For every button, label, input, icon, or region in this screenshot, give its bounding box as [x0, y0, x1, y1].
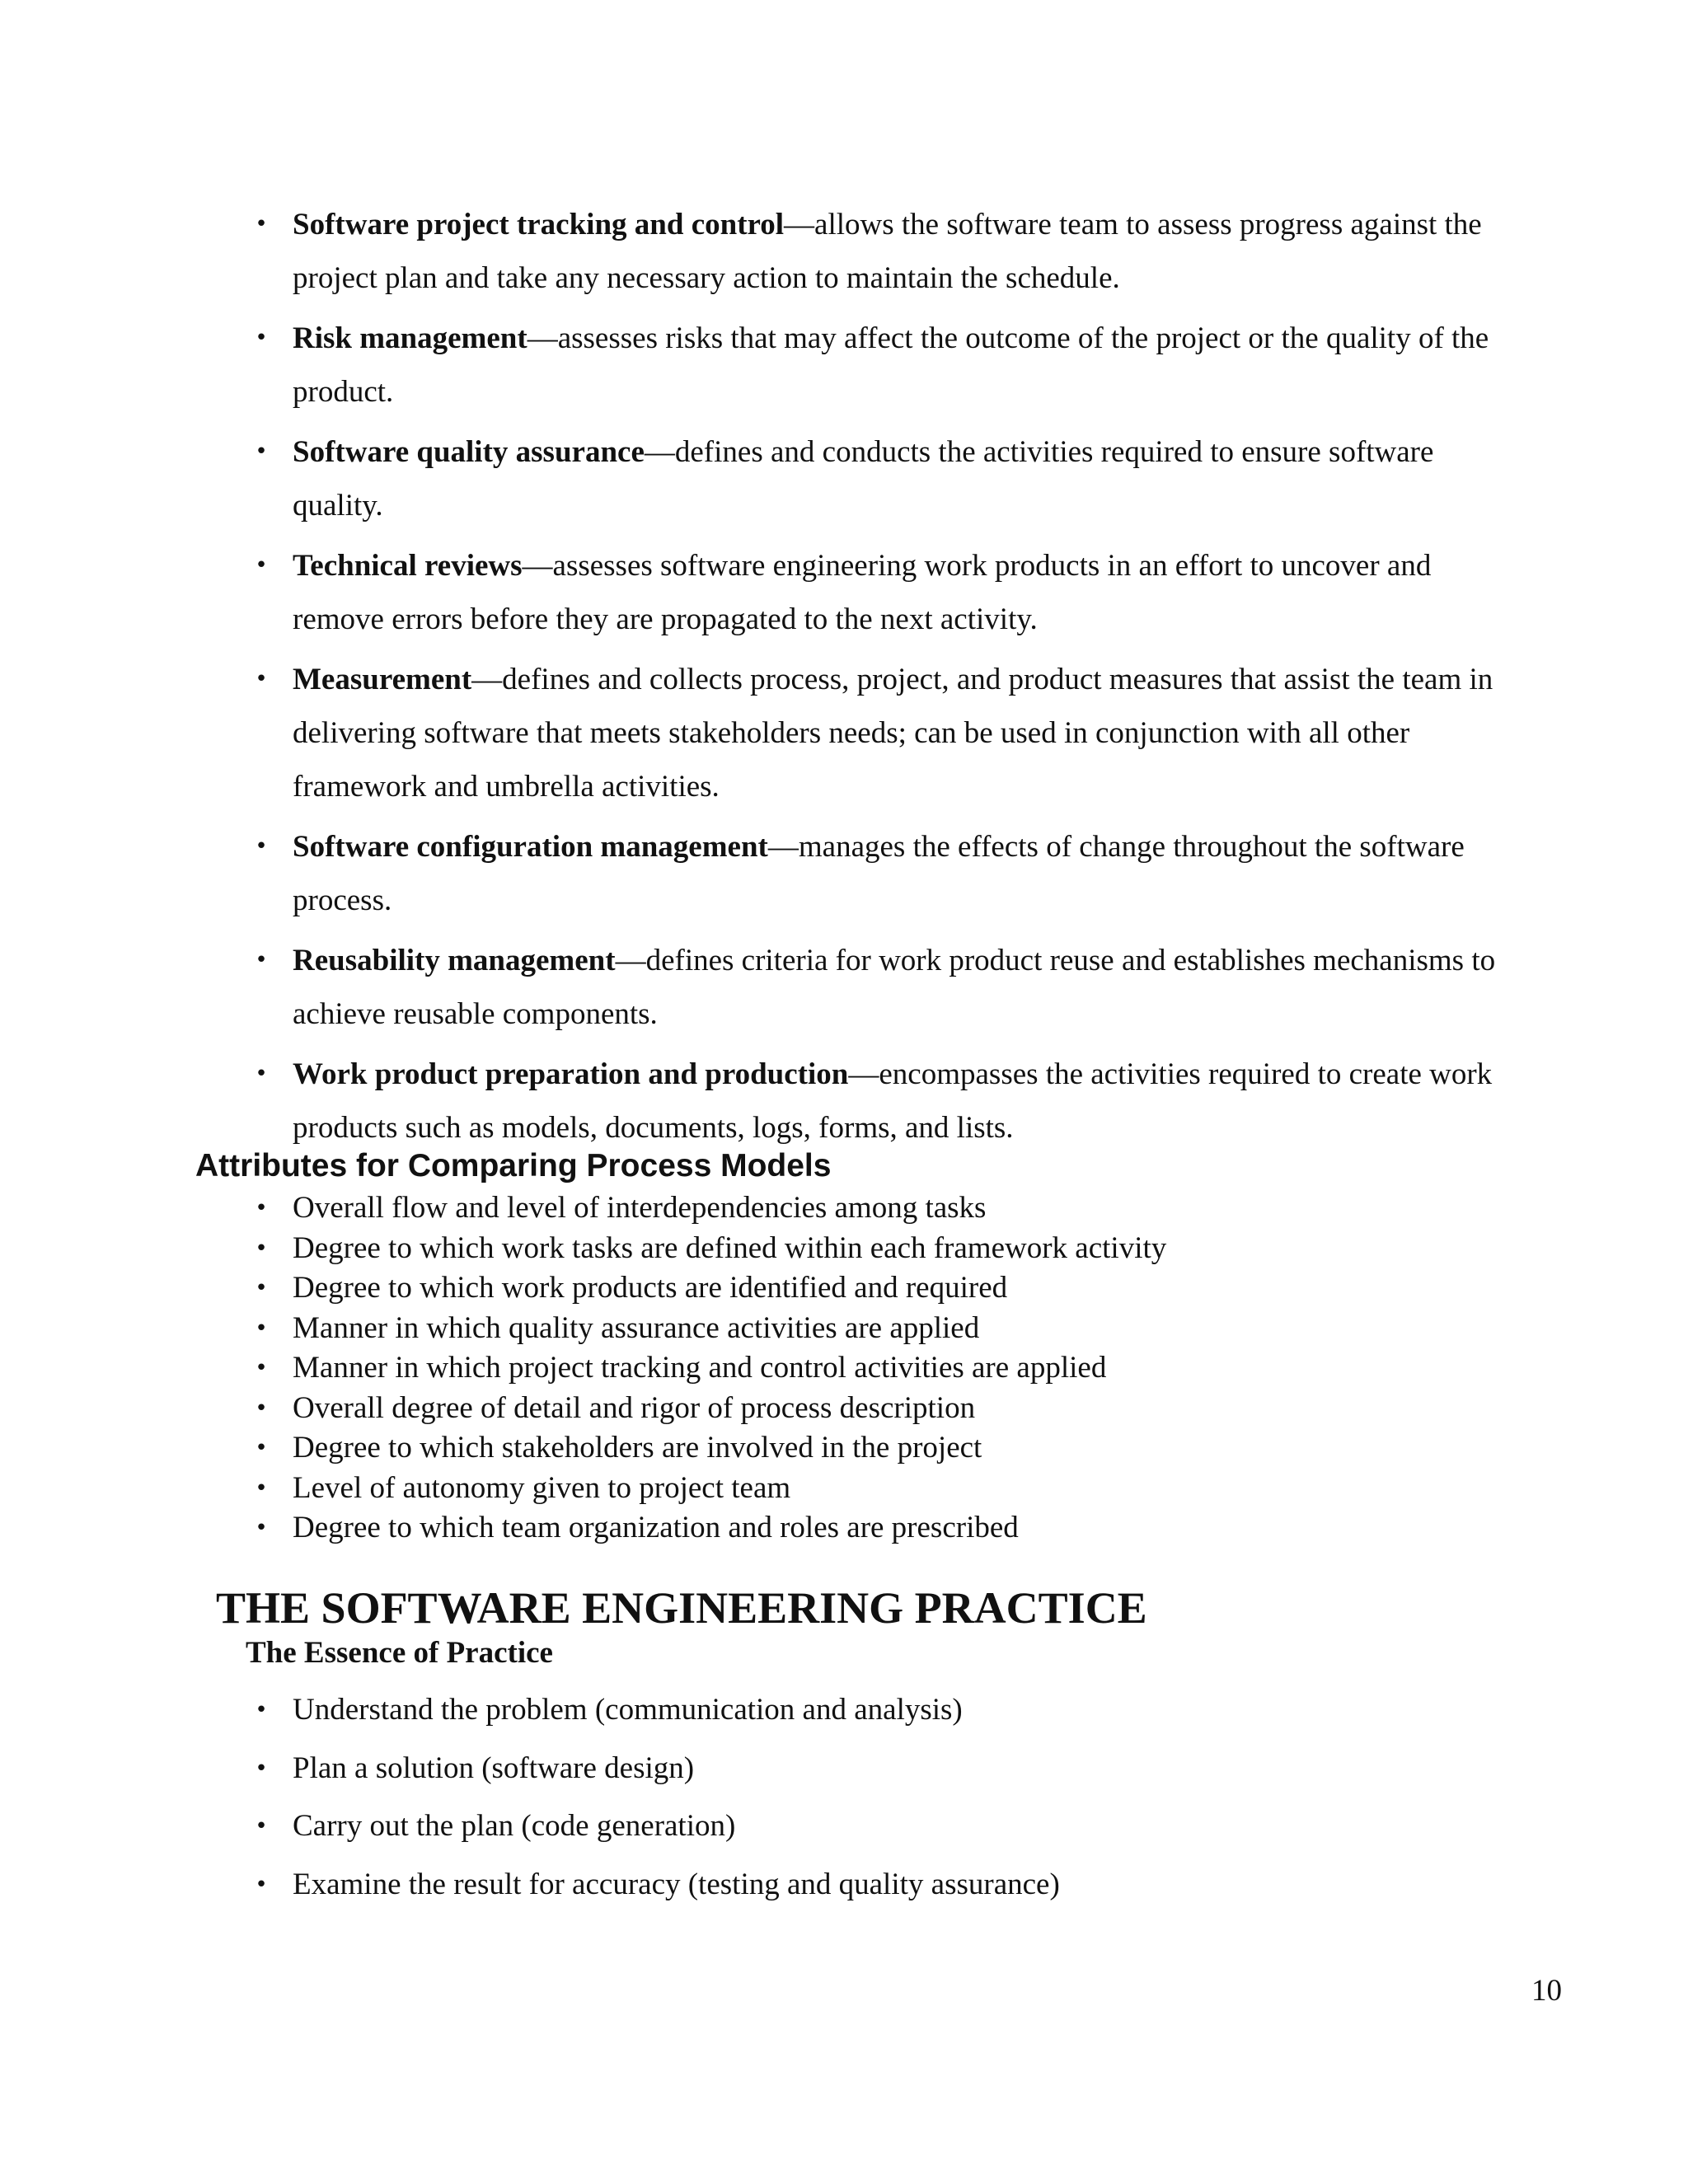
list-item: [255, 1188, 1496, 1229]
activity-term: Software quality assurance: [293, 435, 645, 469]
list-item: [255, 1348, 1496, 1389]
page-number: 10: [1531, 1974, 1562, 2008]
practice-text: Carry out the plan (code generation): [293, 1809, 736, 1844]
bullet-icon: •: [255, 1436, 268, 1460]
activity-term: Software project tracking and control: [293, 208, 785, 241]
attribute-text: Manner in which project tracking and control activities are applied: [293, 1351, 1107, 1385]
list-item: [255, 1389, 1496, 1429]
activity-description: —assesses risks that may affect the outcome of the project or the quality of the product.: [293, 321, 1489, 409]
bullet-icon: •: [255, 1698, 268, 1722]
attribute-text: Degree to which stakeholders are involved in the project: [293, 1431, 982, 1465]
bullet-icon: •: [255, 326, 268, 350]
list-item: [255, 1804, 1496, 1849]
bullet-icon: •: [255, 1872, 268, 1898]
section-title: THE SOFTWARE ENGINEERING PRACTICE: [216, 1583, 1147, 1633]
list-item: [255, 1469, 1496, 1509]
list-item: [255, 1268, 1496, 1309]
list-item: [255, 1229, 1496, 1269]
list-item: [255, 653, 1496, 813]
bullet-icon: •: [255, 948, 268, 972]
list-item: [255, 820, 1496, 927]
activity-term: Software configuration management: [293, 830, 768, 864]
list-item: [255, 1508, 1496, 1549]
attribute-text: Level of autonomy given to project team: [293, 1470, 791, 1505]
attribute-text: Manner in which quality assurance activities are applied: [293, 1310, 980, 1345]
list-item: [255, 1863, 1496, 1907]
bullet-icon: •: [255, 553, 268, 578]
attributes-heading: Attributes for Comparing Process Models: [195, 1148, 832, 1183]
attribute-text: Degree to which work products are identified and required: [293, 1271, 1008, 1305]
bullet-icon: •: [255, 1755, 268, 1781]
bullet-icon: •: [255, 1276, 268, 1301]
section-subtitle: The Essence of Practice: [246, 1636, 553, 1670]
bullet-icon: •: [255, 1516, 268, 1540]
list-item: [255, 1688, 1496, 1732]
list-item: [255, 1309, 1496, 1349]
list-item: [255, 539, 1496, 646]
activity-term: Reusability management: [293, 944, 616, 977]
activity-description: —assesses software engineering work products in an effort to uncover and remove errors before they are propagated to the next activity.: [293, 549, 1432, 636]
bullet-icon: •: [255, 1814, 268, 1840]
practice-text: Understand the problem (communication and analysis): [293, 1693, 963, 1727]
attribute-text: Degree to which work tasks are defined within each framework activity: [293, 1230, 1167, 1265]
attribute-text: Degree to which team organization and roles are prescribed: [293, 1511, 1019, 1544]
activity-term: Risk management: [293, 321, 528, 355]
practice-text: Examine the result for accuracy (testing and quality assurance): [293, 1868, 1060, 1902]
attributes-list: [255, 1188, 1496, 1549]
list-item: [255, 425, 1496, 532]
list-item: [255, 934, 1496, 1041]
bullet-icon: •: [255, 1235, 268, 1261]
umbrella-activities-list: [255, 198, 1496, 1161]
activity-description: —manages the effects of change throughout the software process.: [293, 830, 1465, 917]
activity-description: —allows the software team to assess progress against the project plan and take any necessary action to maintain the schedule.: [293, 208, 1482, 295]
bullet-icon: •: [255, 1395, 268, 1421]
activity-term: Measurement: [293, 663, 472, 696]
activity-description: —defines criteria for work product reuse and establishes mechanisms to achieve reusable components.: [293, 944, 1496, 1031]
activity-term: Technical reviews: [293, 549, 523, 583]
bullet-icon: •: [255, 1315, 268, 1341]
attribute-text: Overall degree of detail and rigor of process description: [293, 1390, 976, 1425]
activity-description: —defines and conducts the activities required to ensure software quality.: [293, 435, 1434, 523]
list-item: [255, 198, 1496, 305]
bullet-icon: •: [255, 1475, 268, 1501]
activity-description: —encompasses the activities required to create work products such as models, documents, logs, forms, and lists.: [293, 1057, 1493, 1145]
bullet-icon: •: [255, 667, 268, 691]
practice-list: [255, 1688, 1496, 1921]
activity-term: Work product preparation and production: [293, 1057, 849, 1091]
bullet-icon: •: [255, 1356, 268, 1380]
bullet-icon: •: [255, 834, 268, 859]
attribute-text: Overall flow and level of interdependencies among tasks: [293, 1191, 987, 1225]
practice-text: Plan a solution (software design): [293, 1750, 695, 1785]
activity-description: —defines and collects process, project, and product measures that assist the team in delivering software that meets stakeholders needs; can be used in conjunction with all other framework and umbrella activities.: [293, 663, 1493, 804]
list-item: [255, 312, 1496, 419]
list-item: [255, 1428, 1496, 1469]
list-item: [255, 1746, 1496, 1791]
list-item: [255, 1047, 1496, 1155]
bullet-icon: •: [255, 212, 268, 237]
bullet-icon: •: [255, 1196, 268, 1221]
bullet-icon: •: [255, 439, 268, 464]
bullet-icon: •: [255, 1062, 268, 1086]
